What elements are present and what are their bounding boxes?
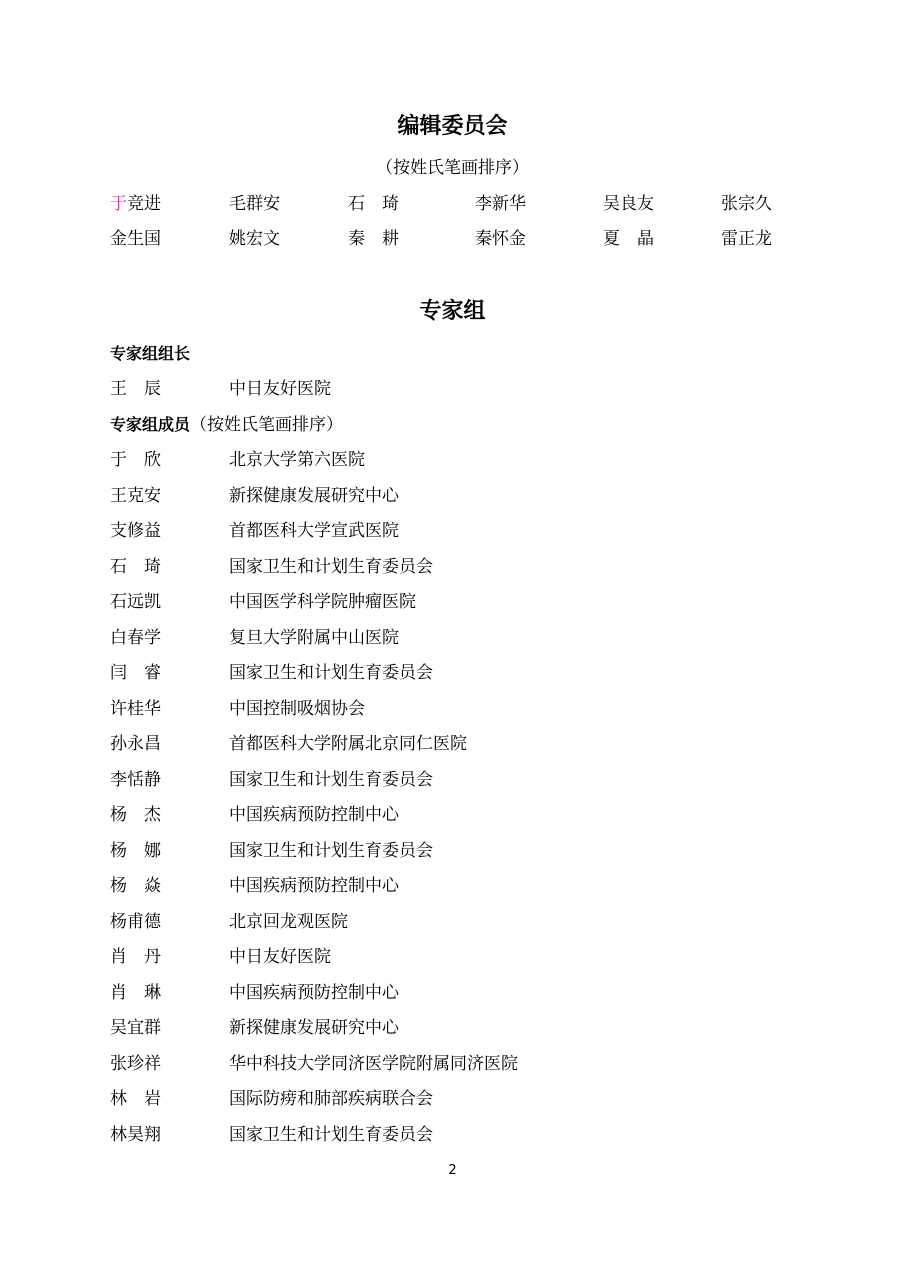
member-org: 中国疾病预防控制中心 [229, 805, 399, 825]
member-name: 闫 睿 [110, 663, 161, 683]
committee-member-name [475, 192, 526, 216]
member-org: 中国疾病预防控制中心 [229, 983, 399, 1003]
committee-member-name-text: 石 琦 [348, 194, 399, 214]
committee-member-name [603, 192, 654, 216]
committee-member-name [721, 227, 772, 251]
committee-member-name [348, 227, 399, 251]
committee-member-name [603, 227, 654, 251]
member-name: 吴宜群 [110, 1018, 161, 1038]
leader-name: 王 辰 [110, 379, 161, 399]
member-row [110, 910, 810, 934]
member-name: 支修益 [110, 521, 161, 541]
committee-member-name-text: 秦 耕 [348, 229, 399, 249]
member-org: 复旦大学附属中山医院 [229, 628, 399, 648]
committee-member-name-text: 李新华 [475, 194, 526, 214]
member-org: 新探健康发展研究中心 [229, 486, 399, 506]
member-row [110, 1016, 810, 1040]
committee-member-name [721, 192, 772, 216]
member-org: 首都医科大学附属北京同仁医院 [229, 734, 467, 754]
member-row [110, 519, 810, 543]
editorial-committee-title: 编辑委员会 [397, 114, 508, 139]
member-row [110, 803, 810, 827]
member-name: 李恬静 [110, 770, 161, 790]
member-row [110, 1087, 810, 1111]
committee-member-name [110, 227, 161, 251]
committee-member-name-text: 张宗久 [721, 194, 772, 214]
member-name: 石 琦 [110, 557, 161, 577]
committee-member-name-text: 姚宏文 [229, 229, 280, 249]
committee-row [110, 192, 830, 216]
member-row [110, 484, 810, 508]
member-row [110, 626, 810, 650]
expert-group-leader-heading [110, 342, 190, 366]
page-number: 2 [448, 1163, 457, 1178]
member-org: 国家卫生和计划生育委员会 [229, 770, 433, 790]
leader-heading-label: 专家组组长 [110, 344, 191, 363]
member-row [110, 1123, 810, 1147]
committee-member-name [348, 192, 399, 216]
member-row [110, 768, 810, 792]
committee-member-name-text: 金生国 [110, 229, 161, 249]
member-name: 白春学 [110, 628, 161, 648]
member-row [110, 1052, 810, 1076]
member-name: 石远凯 [110, 592, 161, 612]
member-row [110, 945, 810, 969]
committee-member-name-text: 吴良友 [603, 194, 654, 214]
member-name: 林昊翔 [110, 1125, 161, 1145]
member-row [110, 839, 810, 863]
member-org: 华中科技大学同济医学院附属同济医院 [229, 1054, 518, 1074]
member-name: 杨 焱 [110, 876, 161, 896]
committee-member-name-text: 秦怀金 [475, 229, 526, 249]
member-name: 于 欣 [110, 450, 161, 470]
committee-member-name [229, 227, 280, 251]
committee-member-name-text: 毛群安 [229, 194, 280, 214]
member-org: 首都医科大学宣武医院 [229, 521, 399, 541]
expert-group-members-heading [110, 413, 343, 437]
member-row [110, 555, 810, 579]
committee-member-name [475, 227, 526, 251]
members-heading-label: 专家组成员 [110, 415, 191, 434]
expert-group-title: 专家组 [419, 299, 486, 324]
leader-org: 中日友好医院 [229, 379, 331, 399]
member-org: 北京回龙观医院 [229, 912, 348, 932]
member-row [110, 661, 810, 685]
member-org: 中国控制吸烟协会 [229, 699, 365, 719]
committee-member-name [110, 192, 161, 216]
committee-member-name [229, 192, 280, 216]
member-org: 国际防痨和肺部疾病联合会 [229, 1089, 433, 1109]
member-row [110, 697, 810, 721]
member-org: 北京大学第六医院 [229, 450, 365, 470]
member-name: 张珍祥 [110, 1054, 161, 1074]
member-org: 新探健康发展研究中心 [229, 1018, 399, 1038]
member-name: 肖 琳 [110, 983, 161, 1003]
member-name: 林 岩 [110, 1089, 161, 1109]
committee-member-name-highlight: 于 [110, 194, 127, 214]
editorial-committee-subtitle: （按姓氏笔画排序） [376, 158, 529, 178]
member-row [110, 732, 810, 756]
member-row [110, 981, 810, 1005]
member-name: 肖 丹 [110, 947, 161, 967]
member-org: 国家卫生和计划生育委员会 [229, 841, 433, 861]
member-name: 王克安 [110, 486, 161, 506]
member-org: 中日友好医院 [229, 947, 331, 967]
committee-member-name-text: 雷正龙 [721, 229, 772, 249]
member-name: 孙永昌 [110, 734, 161, 754]
member-name: 杨 杰 [110, 805, 161, 825]
member-org: 国家卫生和计划生育委员会 [229, 1125, 433, 1145]
committee-row [110, 227, 830, 251]
member-row [110, 874, 810, 898]
member-name: 杨甫德 [110, 912, 161, 932]
expert-group-leader-row [110, 377, 810, 401]
member-org: 中国医学科学院肿瘤医院 [229, 592, 416, 612]
members-heading-note: （按姓氏笔画排序） [190, 415, 344, 435]
member-row [110, 448, 810, 472]
committee-member-name-text: 夏 晶 [603, 229, 654, 249]
member-name: 许桂华 [110, 699, 161, 719]
member-org: 国家卫生和计划生育委员会 [229, 663, 433, 683]
committee-member-name-text: 竞进 [127, 194, 161, 214]
member-name: 杨 娜 [110, 841, 161, 861]
member-row [110, 590, 810, 614]
member-org: 国家卫生和计划生育委员会 [229, 557, 433, 577]
member-org: 中国疾病预防控制中心 [229, 876, 399, 896]
